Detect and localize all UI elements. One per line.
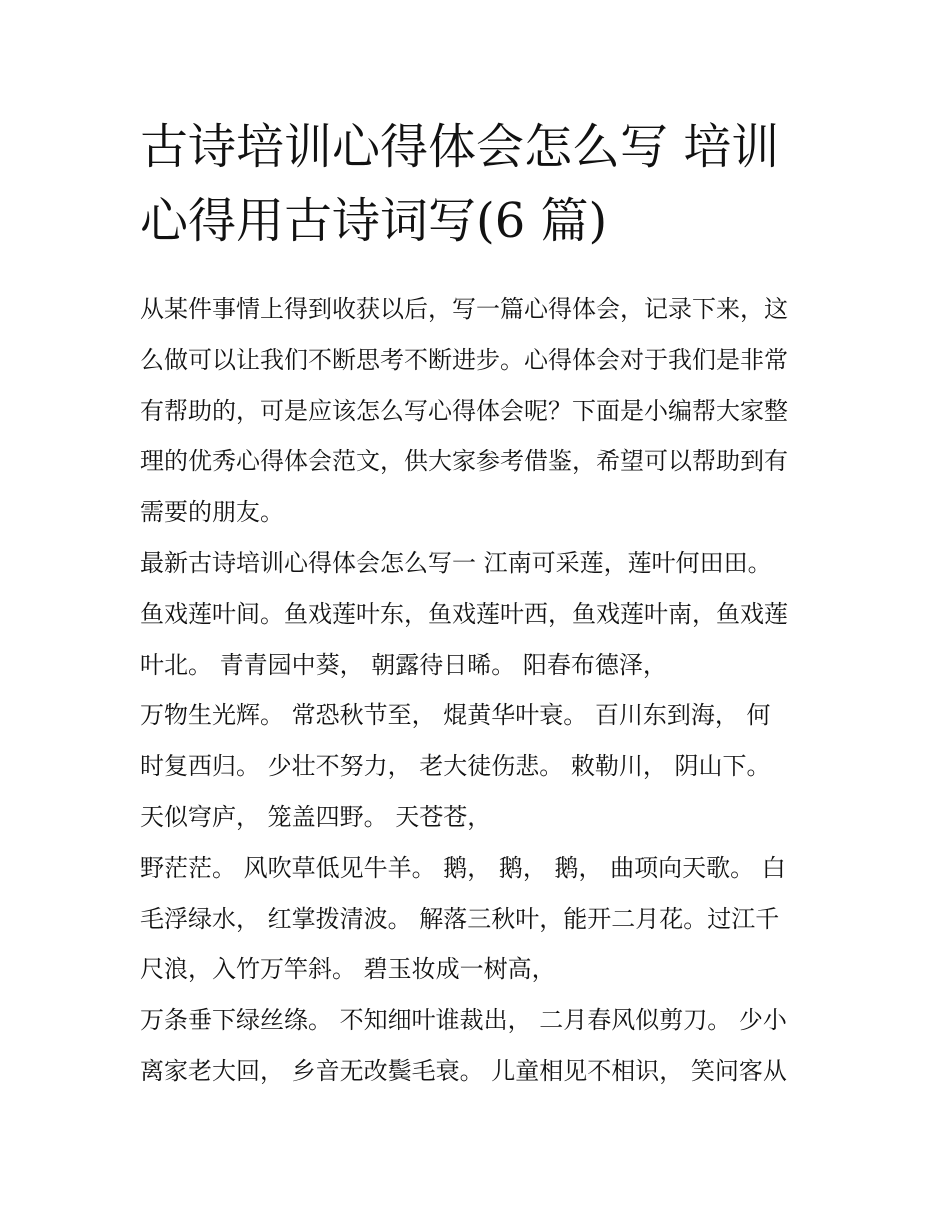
title-line: 古诗培训心得体会怎么写 培训 [140, 119, 780, 175]
body-line: 天似穹庐， 笼盖四野。 天苍苍， [140, 802, 492, 831]
body-line: 有帮助的，可是应该怎么写心得体会呢？下面是小编帮大家整 [140, 396, 788, 425]
body-line: 需要的朋友。 [140, 498, 284, 527]
body-line: 毛浮绿水， 红掌拨清波。 解落三秋叶，能开二月花。过江千 [140, 904, 780, 933]
body-line: 万物生光辉。 常恐秋节至， 焜黄华叶衰。 百川东到海， 何 [140, 701, 771, 730]
body-line: 叶北。 青青园中葵， 朝露待日晞。 阳春布德泽， [140, 650, 667, 679]
body-line: 么做可以让我们不断思考不断进步。心得体会对于我们是非常 [140, 345, 788, 374]
body-line: 离家老大回， 乡音无改鬓毛衰。 儿童相见不相识， 笑问客从 [140, 1056, 787, 1085]
body-line: 时复西归。 少壮不努力， 老大徒伤悲。 敕勒川， 阴山下。 [140, 752, 771, 781]
body-line: 尺浪，入竹万竿斜。 碧玉妆成一树高， [140, 955, 556, 984]
body-line: 从某件事情上得到收获以后，写一篇心得体会，记录下来，这 [140, 295, 788, 323]
body-line: 最新古诗培训心得体会怎么写一 江南可采莲，莲叶何田田。 [140, 548, 772, 577]
document-title [140, 110, 830, 258]
body-line: 野茫茫。 风吹草低见牛羊。 鹅， 鹅， 鹅， 曲项向天歌。 白 [140, 853, 786, 882]
body-line: 万条垂下绿丝绦。 不知细叶谁裁出， 二月春风似剪刀。 少小 [140, 1006, 787, 1035]
body-line: 理的优秀心得体会范文，供大家参考借鉴，希望可以帮助到有 [140, 447, 788, 476]
title-line: 心得用古诗词写(6 篇) [140, 193, 608, 249]
body-line: 鱼戏莲叶间。鱼戏莲叶东，鱼戏莲叶西，鱼戏莲叶南，鱼戏莲 [140, 599, 788, 628]
document-body [140, 284, 830, 1097]
